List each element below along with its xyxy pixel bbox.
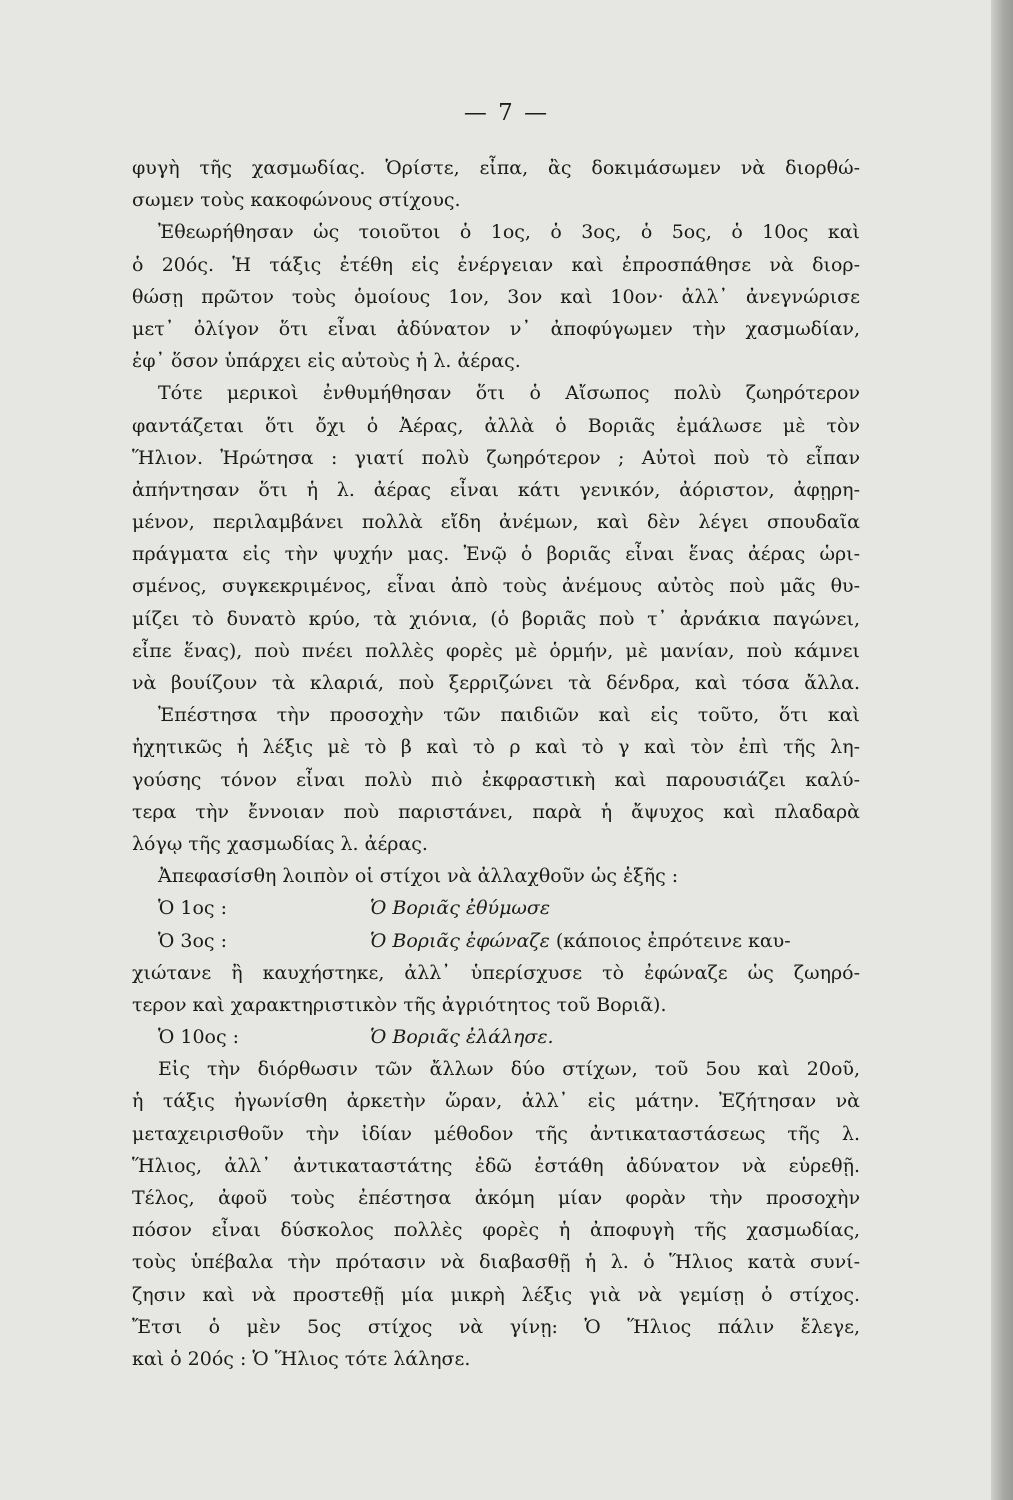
text-line: τερα τὴν ἔννοιαν ποὺ παριστάνει, παρὰ ἡ ἄψυχος καὶ πλαδαρὰ [132, 800, 860, 823]
verse-text: Ὁ Βοριᾶς ἐθύμωσε [370, 897, 551, 920]
text-line: ἠχητικῶς ἡ λέξις μὲ τὸ β καὶ τὸ ρ καὶ τὸ γ καὶ τὸν ἐπὶ τῆς λη- [132, 736, 860, 759]
text-line: Ἐπέστησα τὴν προσοχὴν τῶν παιδιῶν καὶ εἰς τοῦτο, ὅτι καὶ [158, 704, 860, 727]
text-line: Ἔτσι ὁ μὲν 5ος στίχος νὰ γίνῃ: Ὁ Ἥλιος πάλιν ἔλεγε, [132, 1315, 860, 1338]
text-line: Τέλος, ἀφοῦ τοὺς ἐπέστησα ἀκόμη μίαν φορὰν τὴν προσοχὴν [132, 1187, 860, 1209]
text-line: σμένος, συγκεκριμένος, εἶναι ἀπὸ τοὺς ἀνέμους αὐτὸς ποὺ μᾶς θυ- [132, 575, 860, 598]
verse-row-3 [132, 925, 860, 957]
text-line: χιώτανε ἢ καυχήστηκε, ἀλλ᾽ ὑπερίσχυσε τὸ ἐφώναζε ὡς ζωηρό- [132, 961, 860, 984]
text-line: σωμεν τοὺς κακοφώνους στίχους. [132, 189, 461, 212]
text-line: ὁ 20ός. Ἡ τάξις ἐτέθη εἰς ἐνέργειαν καὶ ἐπροσπάθησε νὰ διορ- [132, 253, 860, 276]
text-line: Ἥλιον. Ἠρώτησα : γιατί πολὺ ζωηρότερον ; Αὐτοὶ ποὺ τὸ εἶπαν [132, 446, 860, 469]
text-line: Ἥλιος, ἀλλ᾽ ἀντικαταστάτης ἐδῶ ἐστάθη ἀδύνατον νὰ εὑρεθῇ. [132, 1154, 860, 1177]
text-line: μένον, περιλαμβάνει πολλὰ εἴδη ἀνέμων, καὶ δὲν λέγει σπουδαῖα [132, 511, 860, 534]
text-line: Ἀπεφασίσθη λοιπὸν οἱ στίχοι νὰ ἀλλαχθοῦν ὡς ἑξῆς : [158, 865, 679, 888]
page-edge-shadow [991, 0, 1013, 1500]
text-line: πράγματα εἰς τὴν ψυχήν μας. Ἐνῷ ὁ βοριᾶς εἶναι ἕνας ἀέρας ὡρι- [132, 543, 860, 566]
text-line: ἡ τάξις ἠγωνίσθη ἀρκετὴν ὥραν, ἀλλ᾽ εἰς μάτην. Ἐζήτησαν νὰ [132, 1090, 860, 1113]
text-line: τερον καὶ χαρακτηριστικὸν τῆς ἀγριότητος τοῦ Βοριᾶ). [132, 993, 667, 1016]
text-line: μίζει τὸ δυνατὸ κρύο, τὰ χιόνια, (ὁ βοριᾶς ποὺ τ᾽ ἀρνάκια παγώνει, [132, 607, 860, 630]
text-line: ἀπήντησαν ὅτι ἡ λ. ἀέρας εἶναι κάτι γενικόν, ἀόριστον, ἀφῃρη- [132, 478, 860, 501]
text-line: λόγῳ τῆς χασμωδίας λ. ἀέρας. [132, 832, 428, 855]
text-line: νὰ βουίζουν τὰ κλαριά, ποὺ ξερριζώνει τὰ δένδρα, καὶ τόσα ἄλλα. [132, 672, 860, 694]
text-line: ἐφ᾽ ὅσον ὑπάρχει εἰς αὐτοὺς ἡ λ. ἀέρας. [132, 350, 521, 373]
text-line: Τότε μερικοὶ ἐνθυμήθησαν ὅτι ὁ Αἴσωπος πολὺ ζωηρότερον [158, 382, 860, 405]
page-number: — 7 — [463, 100, 550, 126]
verse-text: Ὁ Βοριᾶς ἐλάλησε. [370, 1026, 554, 1049]
text-line: φυγὴ τῆς χασμωδίας. Ὁρίστε, εἶπα, ἂς δοκιμάσωμεν νὰ διορθώ- [132, 157, 860, 179]
text-line: μετ᾽ ὀλίγον ὅτι εἶναι ἀδύνατον ν᾽ ἀποφύγωμεν τὴν χασμωδίαν, [132, 317, 860, 340]
verse-label: Ὁ 1ος : [158, 897, 227, 920]
verse-row-10 [132, 1021, 860, 1053]
text-line: γούσης τόνον εἶναι πολὺ πιὸ ἐκφραστικὴ καὶ παρουσιάζει καλύ- [132, 768, 860, 791]
text-line: ζησιν καὶ νὰ προστεθῇ μία μικρὴ λέξις γιὰ νὰ γεμίσῃ ὁ στίχος. [132, 1283, 860, 1306]
text-line: μεταχειρισθοῦν τὴν ἰδίαν μέθοδον τῆς ἀντικαταστάσεως τῆς λ. [132, 1122, 860, 1145]
text-line: Ἐθεωρήθησαν ὡς τοιοῦτοι ὁ 1ος, ὁ 3ος, ὁ 5ος, ὁ 10ος καὶ [158, 221, 860, 244]
text-line: θώσῃ πρῶτον τοὺς ὁμοίους 1ον, 3ον καὶ 10ον· ἀλλ᾽ ἀνεγνώρισε [132, 285, 860, 308]
verse-label: Ὁ 3ος : [158, 929, 227, 952]
text-line: εἶπε ἕνας), ποὺ πνέει πολλὲς φορὲς μὲ ὁρμήν, μὲ μανίαν, ποὺ κάμνει [132, 639, 860, 662]
verse-row-1 [132, 892, 860, 924]
verse-text: Ὁ Βοριᾶς ἐφώναζε [370, 929, 550, 952]
text-line: τοὺς ὑπέβαλα τὴν πρότασιν νὰ διαβασθῇ ἡ λ. ὁ Ἥλιος κατὰ συνί- [132, 1251, 860, 1274]
body-text [132, 152, 860, 1375]
verse-label: Ὁ 10ος : [158, 1026, 240, 1049]
text-line: φαντάζεται ὅτι ὄχι ὁ Ἀέρας, ἀλλὰ ὁ Βοριᾶς ἐμάλωσε μὲ τὸν [132, 414, 860, 437]
text-line: Εἰς τὴν διόρθωσιν τῶν ἄλλων δύο στίχων, τοῦ 5ου καὶ 20οῦ, [158, 1058, 860, 1081]
text-line: πόσον εἶναι δύσκολος πολλὲς φορὲς ἡ ἀποφυγὴ τῆς χασμωδίας, [132, 1219, 860, 1242]
verse-note: (κάποιος ἐπρότεινε καυ- [549, 929, 791, 952]
text-line: καὶ ὁ 20ός : Ὁ Ἥλιος τότε λάλησε. [132, 1347, 471, 1370]
